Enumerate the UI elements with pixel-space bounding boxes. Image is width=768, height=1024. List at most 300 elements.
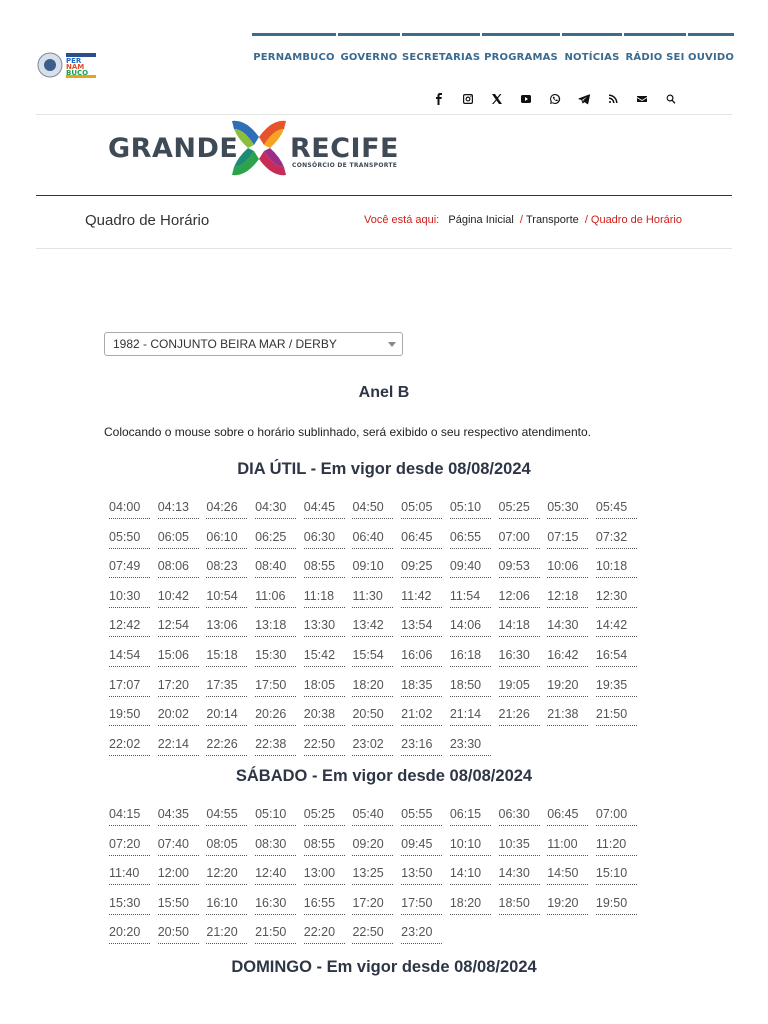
departure-time[interactable] [595,558,636,588]
departure-time-label: 21:02 [401,706,442,726]
departure-time[interactable] [400,706,441,736]
departure-time-label: 13:30 [304,617,345,637]
departure-time[interactable] [254,529,295,559]
departure-time[interactable] [303,924,344,954]
departure-time-label: 04:26 [206,499,247,519]
svg-text:BUCO: BUCO [66,69,89,77]
departure-time-label: 15:10 [596,865,637,885]
rss-icon[interactable] [598,88,627,110]
departure-time[interactable] [400,736,441,766]
departure-time[interactable] [108,617,149,647]
departure-time[interactable] [254,924,295,954]
breadcrumb-home[interactable]: Página Inicial [448,214,514,226]
departure-time[interactable] [498,617,539,647]
departure-time-label: 08:23 [206,558,247,578]
departure-time[interactable] [449,836,490,866]
departure-time[interactable] [108,588,149,618]
departure-time[interactable] [205,529,246,559]
departure-time-label: 18:20 [352,677,393,697]
departure-time[interactable] [108,806,149,836]
departure-time-label: 04:45 [304,499,345,519]
departure-time-label: 23:30 [450,736,491,756]
departure-time-label: 18:35 [401,677,442,697]
departure-time[interactable] [303,706,344,736]
departure-time[interactable] [108,836,149,866]
departure-time[interactable] [400,647,441,677]
departure-time[interactable] [303,647,344,677]
departure-time[interactable] [303,836,344,866]
departure-time-label: 05:45 [596,499,637,519]
departure-time[interactable] [108,529,149,559]
departure-time[interactable] [400,924,441,954]
departure-time-label: 08:55 [304,836,345,856]
departure-time[interactable] [595,836,636,866]
departure-time-label: 20:38 [304,706,345,726]
departure-time-label: 14:18 [499,617,540,637]
departure-time-label: 06:45 [547,806,588,826]
departure-time[interactable] [351,588,392,618]
departure-time[interactable] [498,865,539,895]
facebook-icon[interactable] [424,88,453,110]
svg-text:PER: PER [66,57,82,65]
departure-time-label: 16:10 [206,895,247,915]
departure-time-label: 13:42 [352,617,393,637]
svg-text:NAM: NAM [66,63,85,71]
departure-time[interactable] [108,677,149,707]
departure-time-label: 09:10 [352,558,393,578]
departure-time-label: 16:06 [401,647,442,667]
departure-time-label: 22:26 [206,736,247,756]
departure-time[interactable] [449,588,490,618]
departure-time-label: 12:18 [547,588,588,608]
departure-time-label: 04:35 [158,806,199,826]
departure-time-label: 04:13 [158,499,199,519]
nav-radio-sei[interactable]: RÁDIO SEI [624,33,686,72]
instagram-icon[interactable] [453,88,482,110]
departure-time[interactable] [351,647,392,677]
departure-time[interactable] [205,499,246,529]
departure-time[interactable] [157,529,198,559]
departure-time[interactable] [449,529,490,559]
departure-time-label: 21:38 [547,706,588,726]
departure-time-label: 13:00 [304,865,345,885]
departure-time[interactable] [400,588,441,618]
nav-ouvidoria[interactable]: OUVIDO [688,33,734,72]
departure-time[interactable] [400,677,441,707]
departure-time[interactable] [449,558,490,588]
departure-time-label: 11:06 [255,588,296,608]
departure-time-label: 20:50 [352,706,393,726]
departure-time-label: 08:05 [206,836,247,856]
departure-time[interactable] [351,865,392,895]
mail-icon[interactable] [627,88,656,110]
departure-time[interactable] [157,617,198,647]
departure-time-label: 23:20 [401,924,442,944]
page-title: Quadro de Horário [85,212,210,229]
departure-time-label: 12:00 [158,865,199,885]
breadcrumb-label: Você está aqui: [364,214,440,226]
departure-time[interactable] [546,647,587,677]
departure-time-label: 05:25 [304,806,345,826]
departure-time-label: 06:30 [304,529,345,549]
departure-time-label: 05:30 [547,499,588,519]
hover-note: Colocando o mouse sobre o horário sublinhado, será exibido o seu respectivo atendimento. [104,425,591,439]
departure-time[interactable] [498,529,539,559]
departure-time[interactable] [205,647,246,677]
departure-time-label: 14:30 [499,865,540,885]
departure-time[interactable] [205,924,246,954]
departure-time[interactable] [351,924,392,954]
departure-time[interactable] [157,588,198,618]
departure-time[interactable] [449,617,490,647]
departure-time[interactable] [351,558,392,588]
departure-time-label: 05:55 [401,806,442,826]
departure-time[interactable] [546,558,587,588]
departure-time-label: 10:54 [206,588,247,608]
departure-time-label: 11:00 [547,836,588,856]
departure-time[interactable] [546,617,587,647]
departure-time-label: 07:32 [596,529,637,549]
departure-time[interactable] [546,706,587,736]
departure-time[interactable] [498,677,539,707]
departure-time[interactable] [546,499,587,529]
departure-time-label: 05:05 [401,499,442,519]
departure-time[interactable] [108,865,149,895]
departure-time[interactable] [595,588,636,618]
departure-time[interactable] [108,736,149,766]
departure-time-label: 21:14 [450,706,491,726]
departure-time-label: 12:30 [596,588,637,608]
pernambuco-gov-logo[interactable] [36,50,102,80]
departure-time-label: 12:42 [109,617,150,637]
ring-title: Anel B [358,384,410,401]
departure-time[interactable] [400,895,441,925]
departure-time-label: 19:50 [109,706,150,726]
chevron-down-icon [388,342,396,347]
departure-time-label: 19:05 [499,677,540,697]
departure-time[interactable] [498,499,539,529]
departure-time[interactable] [254,647,295,677]
departure-time[interactable] [157,806,198,836]
departure-time-label: 16:54 [596,647,637,667]
departure-time[interactable] [254,806,295,836]
departure-time-label: 20:02 [158,706,199,726]
departure-time[interactable] [205,588,246,618]
departure-time[interactable] [303,588,344,618]
departure-time[interactable] [303,499,344,529]
departure-time-label: 10:06 [547,558,588,578]
departure-time-label: 11:18 [304,588,345,608]
departure-time[interactable] [254,588,295,618]
departure-time-label: 22:50 [352,924,393,944]
departure-time-label: 07:00 [499,529,540,549]
breadcrumb-separator: / [519,214,523,226]
departure-time[interactable] [400,529,441,559]
departure-time[interactable] [108,499,149,529]
departure-time-label: 16:55 [304,895,345,915]
departure-time[interactable] [595,647,636,677]
departure-time[interactable] [351,836,392,866]
departure-time-label: 19:20 [547,677,588,697]
departure-time[interactable] [498,895,539,925]
departure-time[interactable] [205,806,246,836]
departure-time-label: 10:30 [109,588,150,608]
departure-time[interactable] [108,706,149,736]
departure-time-label: 17:07 [109,677,150,697]
departure-time[interactable] [595,865,636,895]
departure-time[interactable] [351,677,392,707]
departure-time-label: 16:30 [255,895,296,915]
departure-time[interactable] [254,736,295,766]
departure-time[interactable] [498,806,539,836]
departure-time[interactable] [157,677,198,707]
departure-time-label: 15:30 [255,647,296,667]
departure-time-label: 14:54 [109,647,150,667]
departure-time-label: 11:30 [352,588,393,608]
departure-time-label: 09:53 [499,558,540,578]
departure-time[interactable] [108,895,149,925]
departure-time-label: 11:42 [401,588,442,608]
departure-time[interactable] [595,806,636,836]
departure-time-label: 20:14 [206,706,247,726]
search-icon[interactable] [656,88,685,110]
departure-time[interactable] [498,588,539,618]
departure-time-label: 15:18 [206,647,247,667]
departure-time[interactable] [449,895,490,925]
departure-time[interactable] [108,558,149,588]
departure-time[interactable] [546,529,587,559]
departure-time[interactable] [400,617,441,647]
departure-time[interactable] [157,706,198,736]
departure-time-label: 06:45 [401,529,442,549]
departure-time-label: 11:40 [109,865,150,885]
departure-time[interactable] [400,558,441,588]
departure-time[interactable] [108,647,149,677]
departure-time[interactable] [498,558,539,588]
departure-time[interactable] [498,836,539,866]
departure-time[interactable] [108,924,149,954]
departure-time-label: 14:10 [450,865,491,885]
departure-time[interactable] [254,617,295,647]
departure-time-label: 11:54 [450,588,491,608]
departure-time[interactable] [400,836,441,866]
departure-time-label: 12:20 [206,865,247,885]
departure-time[interactable] [205,706,246,736]
departure-time-label: 19:50 [596,895,637,915]
departure-time-label: 23:16 [401,736,442,756]
departure-time-label: 14:50 [547,865,588,885]
departure-time-label: 22:14 [158,736,199,756]
nav-noticias[interactable]: NOTÍCIAS [562,33,622,72]
route-select[interactable] [104,332,403,356]
brand-left-text: GRANDE [108,133,239,164]
nav-governo[interactable]: GOVERNO [338,33,400,72]
departure-time-label: 20:20 [109,924,150,944]
departure-time[interactable] [400,806,441,836]
breadcrumb-transporte[interactable]: Transporte [525,214,579,226]
departure-time[interactable] [449,806,490,836]
departure-time[interactable] [400,499,441,529]
nav-secretarias[interactable]: SECRETARIAS [402,33,480,72]
departure-time[interactable] [449,499,490,529]
departure-time[interactable] [498,647,539,677]
departure-time-label: 05:10 [450,499,491,519]
departure-time[interactable] [303,865,344,895]
departure-time[interactable] [254,706,295,736]
departure-time-label: 22:50 [304,736,345,756]
departure-time[interactable] [303,617,344,647]
departure-time-label: 15:30 [109,895,150,915]
departure-time[interactable] [205,558,246,588]
departure-time-label: 14:42 [596,617,637,637]
departure-time[interactable] [449,865,490,895]
departure-time[interactable] [254,558,295,588]
title-divider [36,248,732,249]
departure-time-label: 22:02 [109,736,150,756]
breadcrumb-current: Quadro de Horário [590,214,682,226]
departure-time[interactable] [303,677,344,707]
nav-pernambuco[interactable]: PERNAMBUCO [252,33,336,72]
departure-time[interactable] [351,806,392,836]
departure-time[interactable] [449,706,490,736]
youtube-icon[interactable] [511,88,540,110]
departure-time[interactable] [157,558,198,588]
departure-time[interactable] [595,529,636,559]
departure-time-label: 06:05 [158,529,199,549]
departure-time-label: 17:20 [158,677,199,697]
departure-time-label: 17:35 [206,677,247,697]
departure-time[interactable] [303,806,344,836]
departure-time-label: 06:40 [352,529,393,549]
departure-time[interactable] [303,895,344,925]
departure-time[interactable] [400,865,441,895]
departure-time[interactable] [205,677,246,707]
weekday-title: DIA ÚTIL - Em vigor desde 08/08/2024 [237,460,531,478]
departure-time-label: 16:30 [499,647,540,667]
nav-programas[interactable]: PROGRAMAS [482,33,560,72]
departure-time[interactable] [351,499,392,529]
departure-time[interactable] [449,677,490,707]
brand-subtitle: CONSÓRCIO DE TRANSPORTE [292,162,398,169]
departure-time[interactable] [157,499,198,529]
departure-time[interactable] [546,677,587,707]
departure-time-label: 06:55 [450,529,491,549]
departure-time[interactable] [157,895,198,925]
departure-time[interactable] [205,836,246,866]
departure-time[interactable] [351,895,392,925]
brand-divider [36,195,732,196]
departure-time-label: 16:18 [450,647,491,667]
departure-time[interactable] [595,499,636,529]
departure-time-label: 10:18 [596,558,637,578]
departure-time-label: 15:50 [158,895,199,915]
departure-time-label: 07:00 [596,806,637,826]
departure-time[interactable] [303,736,344,766]
departure-time-label: 22:38 [255,736,296,756]
weekday-times-grid [108,499,648,765]
departure-time[interactable] [498,706,539,736]
departure-time[interactable] [449,736,490,766]
departure-time[interactable] [449,647,490,677]
departure-time-label: 06:10 [206,529,247,549]
social-links [424,88,685,110]
departure-time[interactable] [303,529,344,559]
departure-time[interactable] [546,588,587,618]
departure-time-label: 04:00 [109,499,150,519]
telegram-icon[interactable] [569,88,598,110]
x-icon[interactable] [482,88,511,110]
whatsapp-icon[interactable] [540,88,569,110]
departure-time-label: 09:20 [352,836,393,856]
departure-time[interactable] [351,736,392,766]
departure-time[interactable] [157,836,198,866]
departure-time-label: 19:35 [596,677,637,697]
departure-time-label: 17:50 [401,895,442,915]
departure-time[interactable] [546,865,587,895]
departure-time-label: 16:42 [547,647,588,667]
departure-time[interactable] [254,865,295,895]
departure-time-label: 05:50 [109,529,150,549]
departure-time[interactable] [351,706,392,736]
departure-time-label: 04:55 [206,806,247,826]
departure-time-label: 12:06 [499,588,540,608]
departure-time[interactable] [254,677,295,707]
departure-time[interactable] [546,806,587,836]
departure-time[interactable] [546,895,587,925]
departure-time[interactable] [595,617,636,647]
departure-time[interactable] [254,499,295,529]
departure-time[interactable] [595,706,636,736]
departure-time[interactable] [205,736,246,766]
brand-right-text: RECIFE [290,133,399,164]
grande-recife-logo[interactable] [108,113,408,185]
departure-time[interactable] [205,865,246,895]
departure-time[interactable] [351,617,392,647]
departure-time-label: 21:26 [499,706,540,726]
departure-time[interactable] [254,836,295,866]
departure-time[interactable] [595,895,636,925]
departure-time[interactable] [157,736,198,766]
departure-time-label: 04:50 [352,499,393,519]
departure-time[interactable] [303,558,344,588]
departure-time[interactable] [205,895,246,925]
departure-time-label: 07:40 [158,836,199,856]
departure-time-label: 10:42 [158,588,199,608]
breadcrumb [364,214,682,226]
departure-time[interactable] [546,836,587,866]
route-select-value: 1982 - CONJUNTO BEIRA MAR / DERBY [113,337,337,351]
departure-time[interactable] [157,865,198,895]
saturday-title: SÁBADO - Em vigor desde 08/08/2024 [235,767,533,785]
departure-time[interactable] [205,617,246,647]
departure-time-label: 17:20 [352,895,393,915]
departure-time-label: 07:20 [109,836,150,856]
departure-time-label: 13:25 [352,865,393,885]
departure-time-label: 10:10 [450,836,491,856]
departure-time[interactable] [351,529,392,559]
departure-time-label: 11:20 [596,836,637,856]
departure-time[interactable] [157,924,198,954]
departure-time-label: 09:45 [401,836,442,856]
departure-time[interactable] [254,895,295,925]
departure-time-label: 18:20 [450,895,491,915]
departure-time-label: 21:50 [596,706,637,726]
departure-time[interactable] [157,647,198,677]
departure-time[interactable] [595,677,636,707]
departure-time-label: 15:06 [158,647,199,667]
breadcrumb-separator: / [584,214,588,226]
departure-time-label: 08:30 [255,836,296,856]
